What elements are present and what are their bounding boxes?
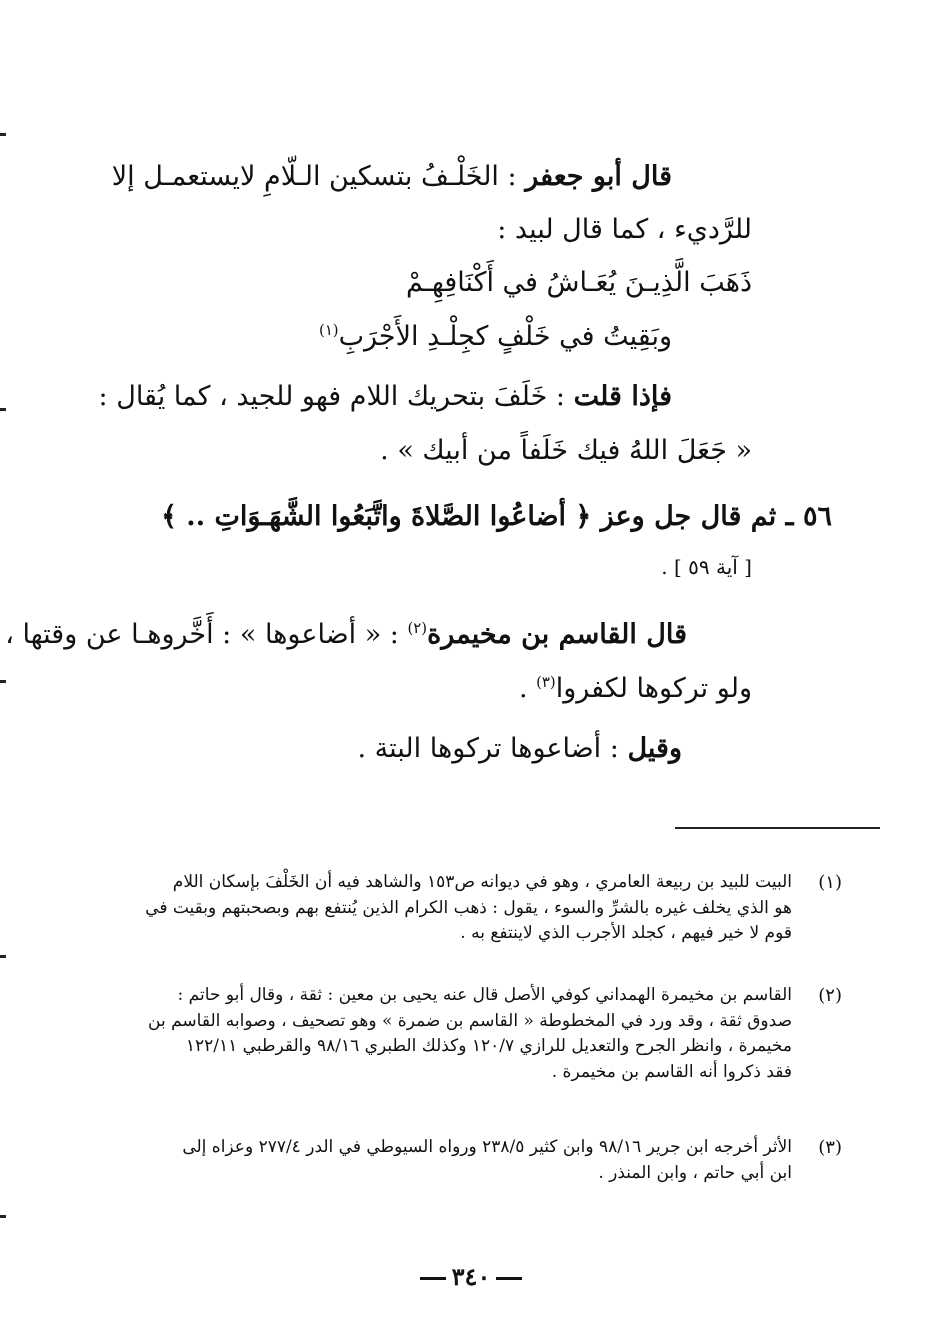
paragraph-2-line-2: « جَعَلَ اللهُ فيك خَلَفاً من أبيك » .	[380, 435, 752, 466]
dash-mark	[496, 1277, 522, 1280]
ayah-number: ٥٦ ـ	[785, 501, 832, 532]
verse-line-1: ذَهَبَ الَّذِيـنَ يُعَـاشُ في أَكْنَافِهِـمْ	[406, 267, 752, 298]
paragraph-3-line-2: ولو تركوها لكفروا$^{(٣)}$ .	[518, 673, 752, 704]
footnote-ref: (١)	[319, 321, 339, 339]
footnote-number: (٢)	[818, 985, 842, 1006]
speaker-label: وقيل	[627, 733, 682, 764]
ayah-heading: ٥٦ ـ ثم قال جل وعز ﴿ أضاعُوا الصَّلاةَ واتَّبَعُوا الشَّهَـوَاتِ .. ﴾	[161, 501, 832, 532]
speaker-label: فإذا قلت	[573, 381, 672, 412]
footnote-number: (٣)	[818, 1137, 842, 1158]
dash-mark	[420, 1277, 446, 1280]
paragraph-1-line-2: للرَّديء ، كما قال لبيد :	[497, 214, 752, 245]
footnote-2: القاسم بن مخيمرة الهمداني كوفي الأصل قال عنه يحيى بن معين : ثقة ، وقال أبو حاتم : صدوق ثقة ، وقد ورد في المخطوطة « القاسم بن ضمرة » وهو تصحيف ، وصوابه القاسم بن مخيمرة ، وانظر الجرح والتعديل للرازي ١٢٠/٧ وكذلك الطبري ٩٨/١٦ والقرطبي ١٢٢/١١ فقد ذكروا أنه القاسم بن مخيمرة .	[148, 985, 792, 1082]
margin-mark	[0, 1215, 6, 1218]
paragraph-3-line-1: قال القاسم بن مخيمرة$^{(٢)}$ : « أضاعوها » : أَخَّروهـا عن وقتها ،	[5, 619, 687, 650]
paragraph-1-line-1: قال أبو جعفر : الخَلْـفُ بتسكين الـلّامِ لايستعمـل إلا	[111, 161, 672, 192]
footnote-1: البيت للبيد بن ربيعة العامري ، وهو في ديوانه ص١٥٣ والشاهد فيه أن الخَلْفَ بإسكان اللام هو الذي يخلف غيره بالشرِّ والسوء ، يقول : ذهب الكرام الذين يُنتفع بهم وبصحبتهم وبقيت في قوم لا خير فيهم ، كجلد الأجرب الذي لاينتفع به .	[145, 872, 792, 943]
paragraph-4: وقيل : أضاعوها تركوها البتة .	[357, 733, 682, 764]
margin-mark	[0, 680, 6, 683]
page-number: ٣٤٠	[0, 1262, 942, 1291]
speaker-label: قال أبو جعفر	[525, 161, 672, 192]
ayah-reference: [ آية ٥٩ ] .	[661, 555, 752, 579]
margin-mark	[0, 955, 6, 958]
footnote-3: الأثر أخرجه ابن جرير ٩٨/١٦ وابن كثير ٢٣٨/٥ ورواه السيوطي في الدر ٢٧٧/٤ وعزاه إلى ابن أبي حاتم ، وابن المنذر .	[182, 1137, 792, 1183]
paragraph-2-line-1: فإذا قلت : خَلَفَ بتحريك اللام فهو للجيد ، كما يُقال :	[98, 381, 672, 412]
footnote-number: (١)	[818, 872, 842, 893]
speaker-label: قال القاسم بن مخيمرة	[427, 619, 687, 650]
footnote-ref: (٣)	[536, 673, 556, 691]
verse-line-2: وبَقِيتُ في خَلْفٍ كجِلْـدِ الأَجْرَبِ$^{(١)}$	[319, 321, 672, 352]
margin-mark	[0, 408, 6, 411]
footnote-ref: (٢)	[407, 619, 428, 637]
margin-mark	[0, 133, 6, 136]
footnote-separator	[675, 827, 880, 829]
